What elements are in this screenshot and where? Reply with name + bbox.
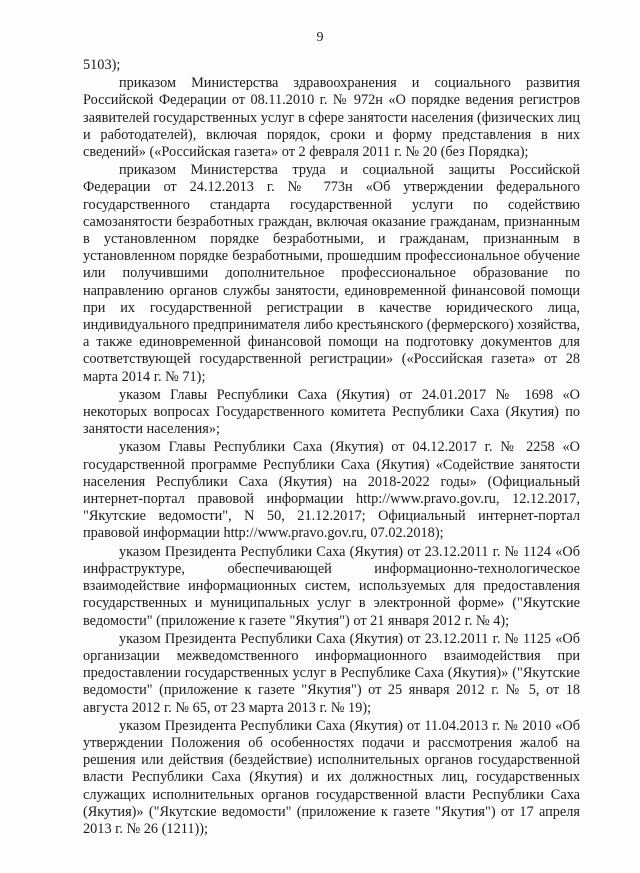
document-body [83,57,580,839]
paragraph-8: указом Президента Республики Саха (Якутия) от 11.04.2013 г. № 2010 «Об утверждении Положения об особенностях подачи и рассмотрения жалоб на решения или действия (бездействие) исполнительных органов государственной власти Республики Саха (Якутия) и их должностных лиц, государственных служащих исполнительных органов государственной власти Республики Саха (Якутия)» ("Якутские ведомости" (приложение к газете "Якутия") от 17 апреля 2013 г. № 26 (1211)); [83,717,580,837]
paragraph-5: указом Главы Республики Саха (Якутия) от 04.12.2017 г. № 2258 «О государственной программе Республики Саха (Якутия) «Содействие занятости населения Республики Саха (Якутия) на 2018-2022 годы» (Официальный интернет-портал правовой информации http://www.pravo.gov.ru, 12.12.2017, "Якутские ведомости", N 50, 21.12.2017; Официальный интернет-портал правовой информации http://www.pravo.gov.ru, 07.02.2018); [83,439,580,542]
paragraph-6: указом Президента Республики Саха (Якутия) от 23.12.2011 г. № 1124 «Об инфраструктуре, обеспечивающей информационно-технологическое взаимодействие информационных систем, используемых для предоставления государственных и муниципальных услуг в электронной форме» ("Якутские ведомости" (приложение к газете "Якутия") от 21 января 2012 г. № 4); [83,543,580,629]
paragraph-4: указом Главы Республики Саха (Якутия) от 24.01.2017 № 1698 «О некоторых вопросах Государственного комитета Республики Саха (Якутия) по занятости населения»; [83,386,580,438]
paragraph-1: 5103); [83,57,121,73]
paragraph-3: приказом Министерства труда и социальной защиты Российской Федерации от 24.12.2013 г. № 773н «Об утверждении федерального государственного стандарта государственной услуги по содействию самозанятости безработных граждан, включая оказание гражданам, признанным в установленном порядке безработными, и гражданам, признанным в установленном порядке безработными, прошедшим профессиональное обучение или получившими дополнительное профессиональное образование по направлению органов службы занятости, единовременной финансовой помощи при их государственной регистрации в качестве юридического лица, индивидуального предпринимателя либо крестьянского (фермерского) хозяйства, а также единовременной финансовой помощи на подготовку документов для соответствующей государственной регистрации» («Российская газета» от 28 марта 2014 г. № 71); [83,162,580,385]
paragraph-2: приказом Министерства здравоохранения и социального развития Российской Федерации от 08.11.2010 г. № 972н «О порядке ведения регистров заявителей государственных услуг в сфере занятости населения (физических лиц и работодателей), включая порядок, сроки и форму представления в них сведений» («Российская газета» от 2 февраля 2011 г. № 20 (без Порядка); [83,75,580,161]
paragraph-7: указом Президента Республики Саха (Якутия) от 23.12.2011 г. № 1125 «Об организации межведомственного информационного взаимодействия при предоставлении государственных услуг в Республике Саха (Якутия)» ("Якутские ведомости" (приложение к газете "Якутия") от 25 января 2012 г. № 5, от 18 августа 2012 г. № 65, от 23 марта 2013 г. № 19); [83,630,580,716]
page-number: 9 [316,30,324,45]
